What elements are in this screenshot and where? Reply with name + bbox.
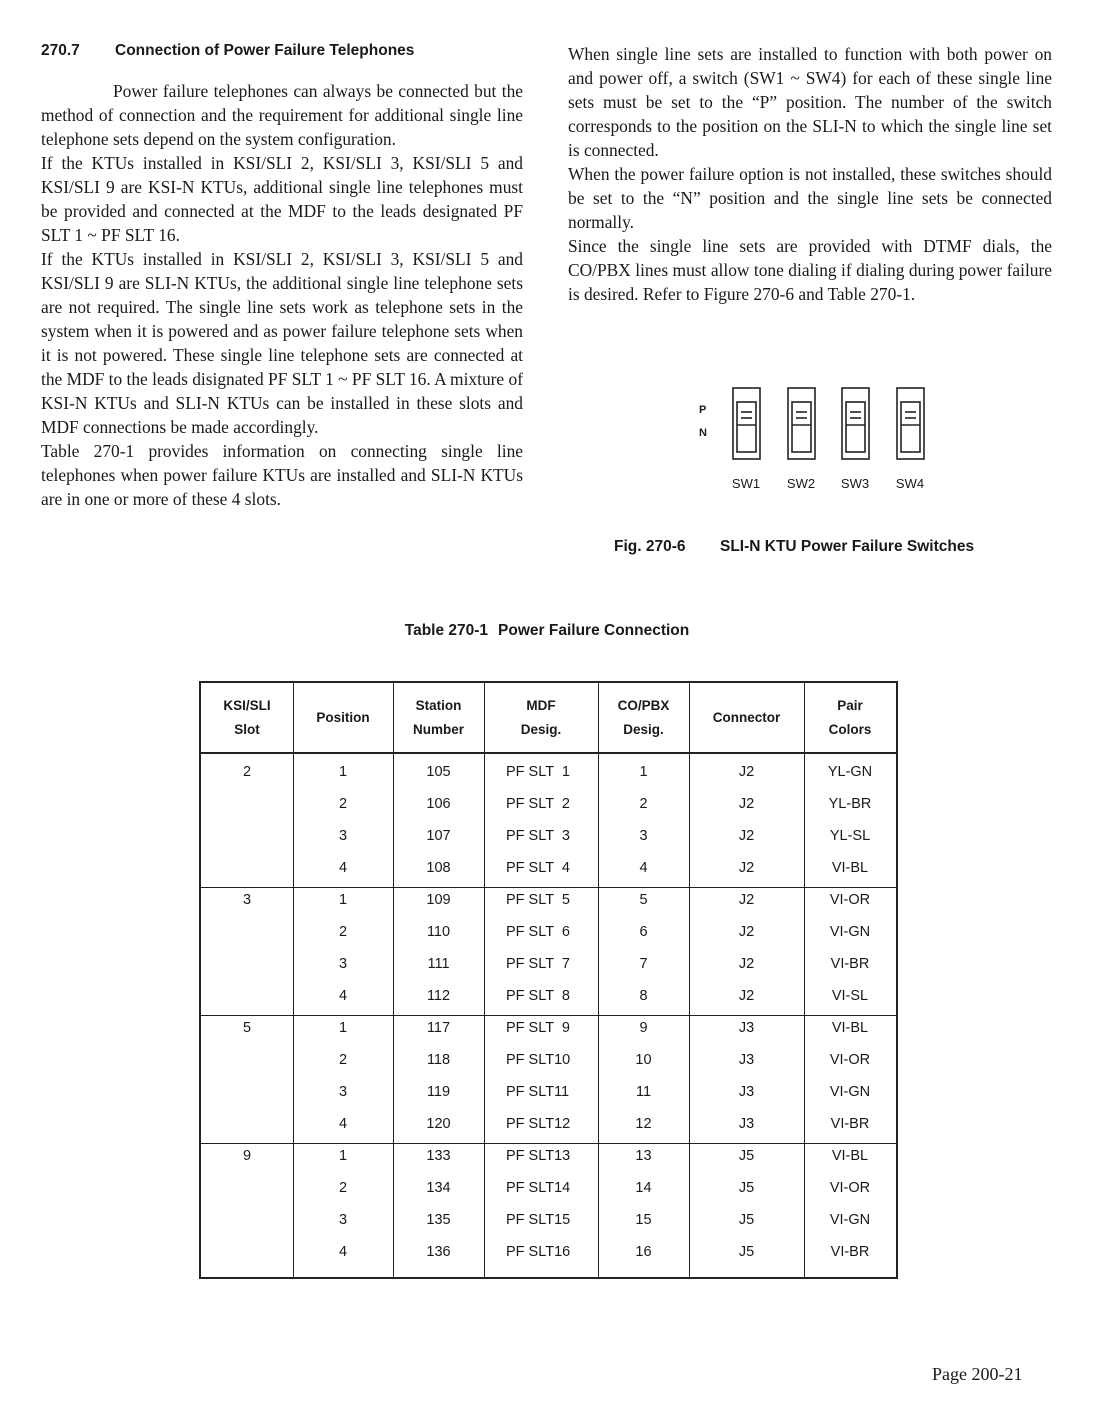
cell-connector: J3 [738,1116,755,1132]
cell-co-pbx-desig: 10 [635,1052,652,1068]
header-line: Slot [234,721,260,737]
header-slot [201,683,293,752]
cell-slot: 3 [242,892,252,908]
cell-connector: J2 [738,892,755,908]
figure-number: Fig. 270-6 [614,538,686,555]
cell-station-number: 136 [426,1244,451,1260]
cell-connector: J3 [738,1020,755,1036]
switch-label: SW4 [895,476,925,491]
cell-slot: 2 [242,764,252,780]
cell-co-pbx-desig: 9 [639,1020,648,1036]
cell-station-number: 110 [426,924,451,940]
section-title: Connection of Power Failure Telephones [115,42,415,59]
paragraph: If the KTUs installed in KSI/SLI 2, KSI/SLI 3, KSI/SLI 5 and KSI/SLI 9 are SLI-N KTUs, the additional single line telephone sets are not required. The single line sets work as telephone sets in the system when it is powered and as power failure telephone sets when it is not powered. These single line telephone sets are connected at the MDF to the leads disignated PF SLT 1 ~ PF SLT 16. A mixture of KSI-N KTUs and SLI-N KTUs can be installed in these slots and MDF connections be made accordingly. [41,249,523,437]
power-failure-table [199,681,898,1279]
cell-mdf-desig: PF SLT 7 [506,956,570,972]
cell-mdf-desig: PF SLT15 [506,1212,571,1228]
header-pair-colors [804,683,896,752]
cell-mdf-desig: PF SLT 3 [506,828,570,844]
cell-mdf-desig: PF SLT13 [506,1148,571,1164]
cell-pair-colors: VI-OR [829,1180,871,1196]
cell-station-number: 118 [426,1052,451,1068]
cell-slot [201,1172,293,1204]
cell-position: 4 [338,1244,348,1260]
n-position-label: N [699,427,707,439]
header-co-pbx-desig [598,683,689,752]
cell-connector: J2 [738,828,755,844]
cell-co-pbx-desig: 6 [639,924,648,940]
cell-slot [201,916,293,948]
cell-pair-colors: VI-BR [830,1244,870,1260]
cell-position: 2 [338,1052,348,1068]
cell-mdf-desig: PF SLT 5 [506,892,570,908]
cell-slot [201,1204,293,1236]
cell-mdf-desig: PF SLT 1 [506,764,570,780]
cell-station-number: 120 [426,1116,451,1132]
paragraph: Since the single line sets are provided with DTMF dials, the CO/PBX lines must allow tone dialing if dialing during power failure is desired. Refer to Figure 270-6 and Table 270-1. [568,236,1052,304]
cell-connector: J2 [738,924,755,940]
table-title [0,622,1094,640]
right-column-text [568,42,1052,306]
cell-station-number: 112 [426,988,451,1004]
switch-diagram [690,380,990,500]
cell-slot [201,1044,293,1076]
header-line: Position [316,709,370,725]
header-line: Number [412,721,464,737]
cell-pair-colors: YL-GN [827,764,873,780]
cell-mdf-desig: PF SLT16 [506,1244,571,1260]
cell-station-number: 107 [426,828,451,844]
switch-label: SW3 [840,476,870,491]
cell-co-pbx-desig: 8 [639,988,648,1004]
header-line: CO/PBX [617,697,670,713]
cell-slot [201,948,293,980]
table-number: Table 270-1 [404,622,489,639]
cell-mdf-desig: PF SLT 8 [506,988,570,1004]
cell-slot [201,788,293,820]
cell-connector: J2 [738,956,755,972]
cell-slot [201,1108,293,1140]
figure-caption [614,538,974,556]
cell-connector: J2 [738,860,755,876]
cell-co-pbx-desig: 5 [639,892,648,908]
cell-co-pbx-desig: 16 [635,1244,652,1260]
column-divider [484,683,485,1277]
cell-connector: J3 [738,1084,755,1100]
header-station-number [393,683,484,752]
cell-mdf-desig: PF SLT 4 [506,860,570,876]
cell-position: 3 [338,828,348,844]
cell-co-pbx-desig: 3 [639,828,648,844]
cell-connector: J5 [738,1212,755,1228]
header-mdf-desig [484,683,598,752]
table-caption: Power Failure Connection [498,622,690,639]
cell-pair-colors: VI-BR [830,956,870,972]
cell-pair-colors: VI-OR [829,1052,871,1068]
header-line: Desig. [623,721,664,737]
cell-slot [201,1236,293,1268]
header-line: Station [415,697,462,713]
cell-co-pbx-desig: 11 [635,1084,652,1100]
header-line: MDF [526,697,556,713]
header-line: Pair [837,697,863,713]
cell-position: 3 [338,1084,348,1100]
cell-co-pbx-desig: 13 [635,1148,652,1164]
cell-mdf-desig: PF SLT12 [506,1116,571,1132]
paragraph: When single line sets are installed to function with both power on and power off, a switch (SW1 ~ SW4) for each of these single line sets must be set to the “P” position. The number of the switch corresponds to the position on the SLI-N to which the single line set is connected. [568,44,1052,160]
cell-connector: J3 [738,1052,755,1068]
cell-station-number: 109 [426,892,451,908]
figure-title: SLI-N KTU Power Failure Switches [720,538,975,555]
cell-position: 2 [338,924,348,940]
cell-station-number: 119 [426,1084,451,1100]
cell-connector: J2 [738,988,755,1004]
section-heading [41,42,414,60]
paragraph: If the KTUs installed in KSI/SLI 2, KSI/SLI 3, KSI/SLI 5 and KSI/SLI 9 are KSI-N KTUs, additional single line telephones must be provided and connected at the MDF to the leads designated PF SLT 1 ~ PF SLT 16. [41,153,523,245]
cell-mdf-desig: PF SLT11 [506,1084,570,1100]
cell-pair-colors: VI-SL [831,988,869,1004]
cell-position: 2 [338,796,348,812]
cell-pair-colors: VI-BR [830,1116,870,1132]
cell-connector: J5 [738,1148,755,1164]
header-position [293,683,393,752]
p-position-label: P [699,404,707,416]
cell-pair-colors: VI-BL [831,1148,869,1164]
cell-pair-colors: VI-GN [829,924,871,940]
cell-pair-colors: YL-BR [828,796,872,812]
left-column-text [41,79,523,511]
cell-station-number: 117 [426,1020,451,1036]
cell-pair-colors: VI-GN [829,1212,871,1228]
switch-label: SW1 [731,476,761,491]
cell-slot [201,820,293,852]
paragraph: Table 270-1 provides information on connecting single line telephones when power failure KTUs are installed and SLI-N KTUs are in one or more of these 4 slots. [41,441,523,509]
cell-station-number: 111 [427,956,450,972]
cell-station-number: 134 [426,1180,451,1196]
cell-mdf-desig: PF SLT 2 [506,796,570,812]
switch-label: SW2 [786,476,816,491]
cell-position: 4 [338,1116,348,1132]
paragraph: When the power failure option is not installed, these switches should be set to the “N” position and the single line sets be connected normally. [568,164,1052,232]
cell-pair-colors: VI-OR [829,892,871,908]
cell-slot [201,852,293,884]
cell-position: 3 [338,956,348,972]
cell-mdf-desig: PF SLT 6 [506,924,570,940]
header-connector [689,683,804,752]
header-line: Colors [828,721,872,737]
header-line: Connector [712,709,781,725]
header-line: KSI/SLI [223,697,271,713]
cell-co-pbx-desig: 15 [635,1212,652,1228]
section-number: 270.7 [41,42,80,59]
cell-pair-colors: VI-BL [831,1020,869,1036]
cell-position: 1 [338,1148,348,1164]
cell-station-number: 135 [426,1212,451,1228]
cell-position: 2 [338,1180,348,1196]
cell-pair-colors: VI-GN [829,1084,871,1100]
cell-slot [201,980,293,1012]
page-number: Page 200-21 [932,1364,1023,1384]
cell-co-pbx-desig: 1 [639,764,648,780]
cell-position: 4 [338,988,348,1004]
cell-co-pbx-desig: 7 [639,956,648,972]
cell-mdf-desig: PF SLT14 [506,1180,571,1196]
cell-station-number: 133 [426,1148,451,1164]
cell-position: 4 [338,860,348,876]
cell-pair-colors: VI-BL [831,860,869,876]
cell-connector: J5 [738,1244,755,1260]
cell-mdf-desig: PF SLT10 [506,1052,571,1068]
header-line: Desig. [520,721,562,737]
cell-co-pbx-desig: 2 [639,796,648,812]
cell-mdf-desig: PF SLT 9 [506,1020,570,1036]
cell-connector: J2 [738,764,755,780]
cell-slot [201,1076,293,1108]
cell-position: 1 [338,892,348,908]
cell-position: 1 [338,1020,348,1036]
cell-co-pbx-desig: 14 [635,1180,652,1196]
cell-station-number: 108 [426,860,451,876]
cell-co-pbx-desig: 4 [639,860,648,876]
cell-position: 1 [338,764,348,780]
cell-co-pbx-desig: 12 [635,1116,652,1132]
cell-station-number: 106 [426,796,451,812]
cell-slot: 9 [242,1148,252,1164]
cell-connector: J2 [738,796,755,812]
switch-icons [690,380,990,470]
cell-connector: J5 [738,1180,755,1196]
cell-pair-colors: YL-SL [829,828,871,844]
cell-slot: 5 [242,1020,252,1036]
paragraph: Power failure telephones can always be connected but the method of connection and the requirement for additional single line telephone sets depend on the system configuration. [41,81,523,149]
cell-position: 3 [338,1212,348,1228]
cell-station-number: 105 [426,764,451,780]
